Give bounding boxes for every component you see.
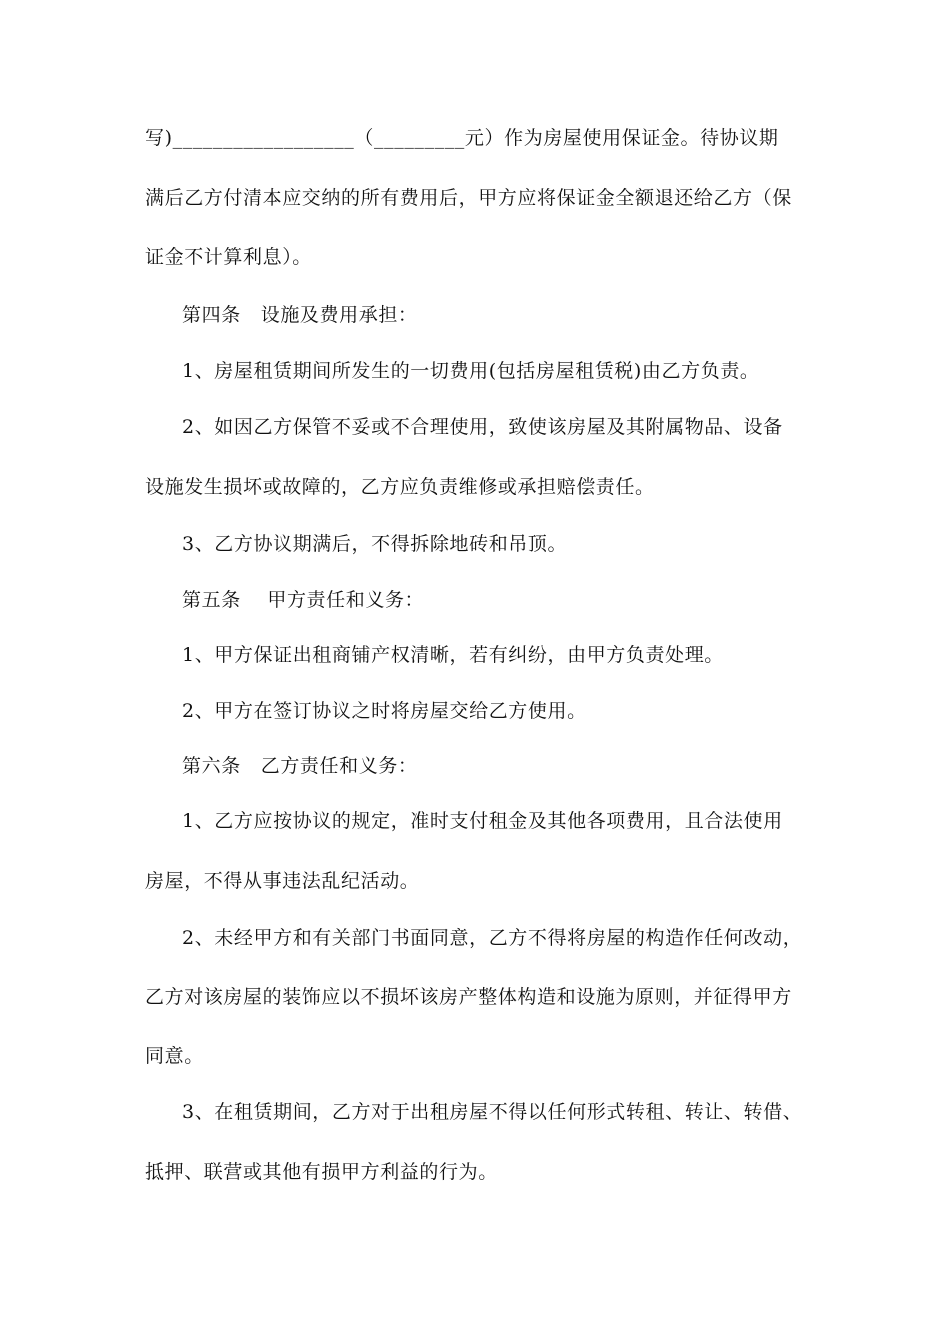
article-5-item-1: 1、甲方保证出租商铺产权清晰，若有纠纷，由甲方负责处理。 bbox=[182, 644, 724, 666]
article-4-item-1: 1、房屋租赁期间所发生的一切费用(包括房屋租赁税)由乙方负责。 bbox=[182, 360, 760, 382]
article-6-item-2-line-1: 2、未经甲方和有关部门书面同意，乙方不得将房屋的构造作任何改动， bbox=[182, 927, 803, 949]
article-5-heading: 第五条 甲方责任和义务： bbox=[182, 589, 425, 611]
article-6-heading: 第六条 乙方责任和义务： bbox=[182, 755, 418, 777]
article-4-heading: 第四条 设施及费用承担： bbox=[182, 304, 418, 326]
deposit-clause-line-1: 写)__________________（_________元）作为房屋使用保证金。待协议期 bbox=[145, 127, 779, 149]
article-6-item-1-line-1: 1、乙方应按协议的规定，准时支付租金及其他各项费用，且合法使用 bbox=[182, 810, 783, 832]
article-6-item-2-line-2: 乙方对该房屋的装饰应以不损坏该房产整体构造和设施为原则，并征得甲方 bbox=[145, 986, 792, 1008]
article-5-item-2: 2、甲方在签订协议之时将房屋交给乙方使用。 bbox=[182, 700, 587, 722]
article-6-item-2-line-3: 同意。 bbox=[145, 1045, 204, 1067]
article-4-item-2-line-2: 设施发生损坏或故障的，乙方应负责维修或承担赔偿责任。 bbox=[145, 476, 655, 498]
article-6-item-3-line-1: 3、在租赁期间，乙方对于出租房屋不得以任何形式转租、转让、转借、 bbox=[182, 1101, 803, 1123]
article-6-item-1-line-2: 房屋，不得从事违法乱纪活动。 bbox=[145, 870, 420, 892]
article-4-item-2-line-1: 2、如因乙方保管不妥或不合理使用，致使该房屋及其附属物品、设备 bbox=[182, 416, 783, 438]
deposit-clause-line-3: 证金不计算利息）。 bbox=[145, 246, 312, 268]
article-4-item-3: 3、乙方协议期满后，不得拆除地砖和吊顶。 bbox=[182, 533, 568, 555]
article-6-item-3-line-2: 抵押、联营或其他有损甲方利益的行为。 bbox=[145, 1161, 498, 1183]
deposit-clause-line-2: 满后乙方付清本应交纳的所有费用后，甲方应将保证金全额退还给乙方（保 bbox=[145, 187, 792, 209]
